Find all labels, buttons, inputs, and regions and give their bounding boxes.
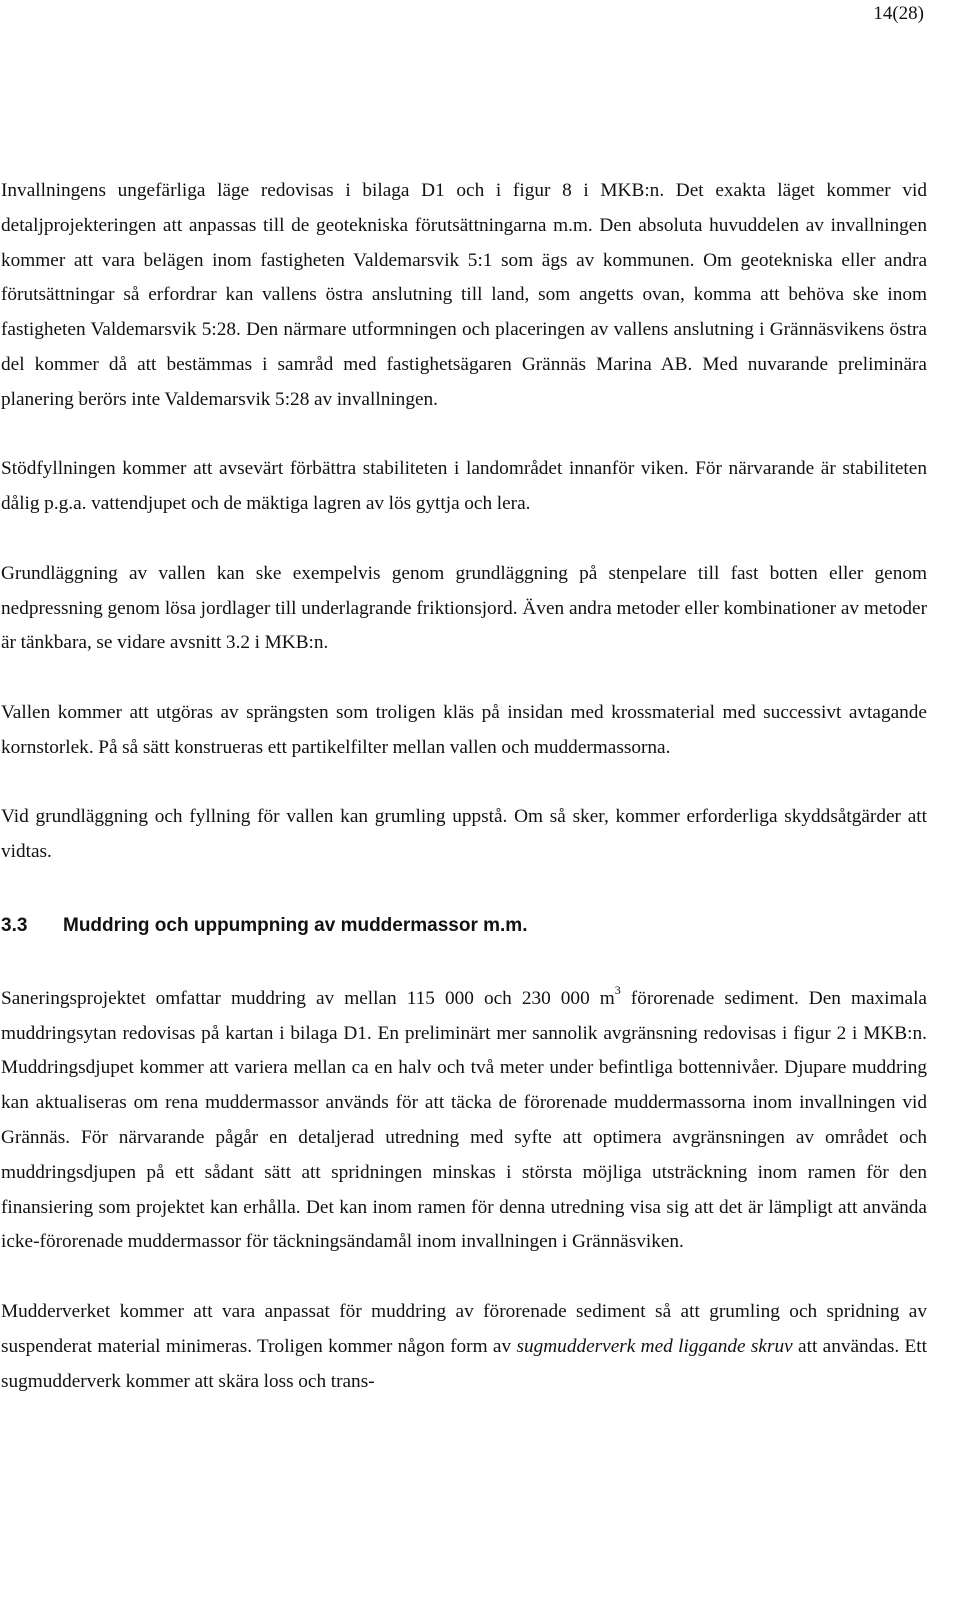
section-title: Muddring och uppumpning av muddermassor m.m. <box>63 914 528 936</box>
paragraph-stodfyllning: Stödfyllningen kommer att avsevärt förbättra stabiliteten i landområdet innanför viken. För närvarande är stabiliteten dålig p.g.a. vattendjupet och de mäktiga lagren av lös gyttja och lera. <box>1 458 927 515</box>
paragraph-vallen-material: Vallen kommer att utgöras av sprängsten som troligen kläs på insidan med krossmaterial med successivt avtagande kornstorlek. På så sätt konstrueras ett partikelfilter mellan vallen och muddermassorna. <box>1 701 927 758</box>
paragraph-muddring-volume <box>1 982 927 1260</box>
document-body <box>1 174 927 1434</box>
page-number: 14(28) <box>873 3 924 24</box>
volume-text-start: Saneringsprojektet omfattar muddring av mellan 115 000 och 230 000 m <box>1 987 615 1009</box>
dredger-text-rest: att användas. Ett sugmudderverk kommer att skära loss och trans- <box>1 1335 928 1392</box>
paragraph-invallning-location: Invallningens ungefärliga läge redovisas i bilaga D1 och i figur 8 i MKB:n. Det exakta läget kommer vid detaljprojekteringen att anpassas till de geotekniska förutsättningarna m.m. Den absoluta huvuddelen av invallningen kommer att vara belägen inom fastigheten Valdemarsvik 5:1 som ägs av kommunen. Om geotekniska eller andra förutsättningar så erfordrar kan vallens östra anslutning till land, som angetts ovan, komma att behöva ske inom fastigheten Valdemarsvik 5:28. Den närmare utformningen och placeringen av vallens anslutning i Grännäsvikens östra del kommer då att bestämmas i samråd med fastighetsägaren Grännäs Marina AB. Med nuvarande preliminära planering berörs inte Valdemarsvik 5:28 av invallningen. <box>1 180 927 410</box>
section-number: 3.3 <box>1 914 28 936</box>
dredger-type-italic: sugmudderverk med liggande skruv <box>516 1335 793 1357</box>
superscript-three: 3 <box>614 983 621 998</box>
paragraph-grumling: Vid grundläggning och fyllning för vallen kan grumling uppstå. Om så sker, kommer erforderliga skyddsåtgärder att vidtas. <box>1 806 927 863</box>
paragraph-grundlaggning: Grundläggning av vallen kan ske exempelvis genom grundläggning på stenpelare till fast botten eller genom nedpressning genom lösa jordlager till underlagrande friktionsjord. Även andra metoder eller kombinationer av metoder är tänkbara, se vidare avsnitt 3.2 i MKB:n. <box>1 562 927 654</box>
section-heading <box>1 909 927 944</box>
paragraph-mudderverk <box>1 1295 927 1399</box>
dredger-text-start: Mudderverket kommer att vara anpassat för muddring av förorenade sediment så att grumling och spridning av suspenderat material minimeras. Troligen kommer någon form av <box>1 1300 927 1357</box>
volume-text-rest: förorenade sediment. Den maximala muddringsytan redovisas på kartan i bilaga D1. En preliminärt mer sannolik avgränsning redovisas i figur 2 i MKB:n. Muddringsdjupet kommer att variera mellan ca en halv och två meter under befintliga bottennivåer. Djupare muddring kan aktualiseras om rena muddermassor används för att täcka de förorenade muddermassorna inom invallningen vid Grännäs. För närvarande pågår en detaljerad utredning med syfte att optimera avgränsningen av området och muddringsdjupen på ett sådant sätt att spridningen minskas i största möjliga utsträckning inom ramen för den finansiering som projektet kan erhålla. Det kan inom ramen för denna utredning visa sig att det är lämpligt att använda icke-förorenade muddermassor för täckningsändamål inom invallningen i Grännäsviken. <box>1 987 927 1253</box>
